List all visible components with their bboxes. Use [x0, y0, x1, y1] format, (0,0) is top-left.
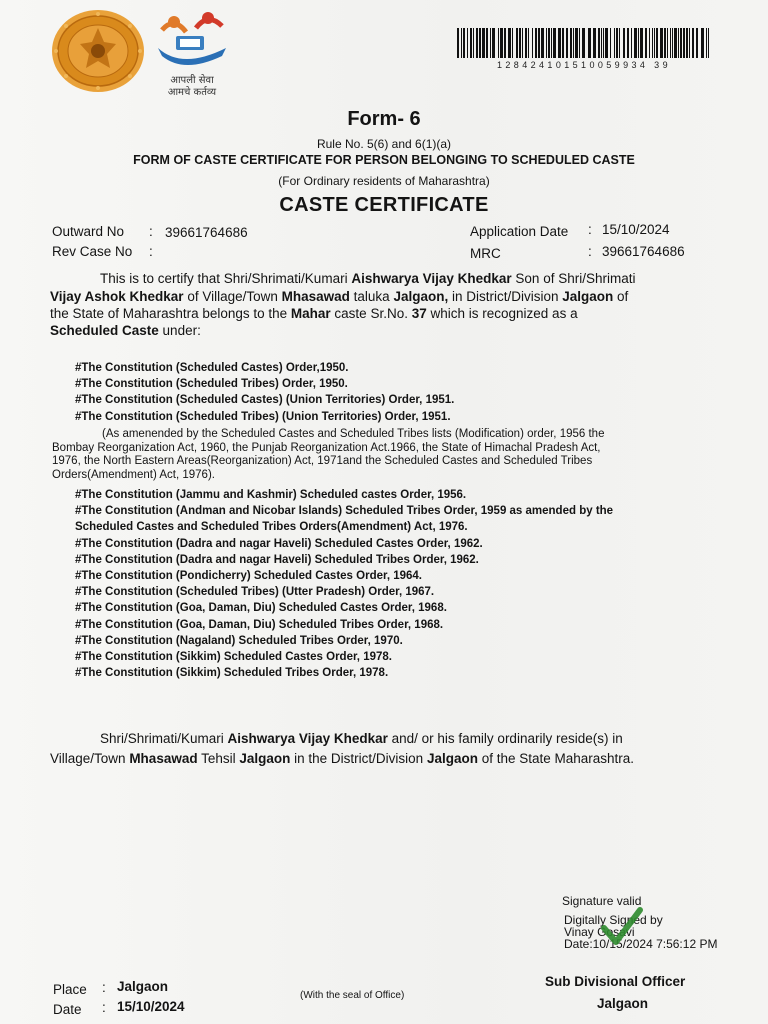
para1-line2 [50, 288, 628, 306]
resident-name: Aishwarya Vijay Khedkar [227, 731, 388, 746]
place-value: Jalgaon [117, 979, 169, 994]
signature-line: Date:10/15/2024 7:56:12 PM [564, 937, 718, 951]
note-line: Bombay Reorganization Act, 1960, the Punjab Reorganization Act.1966, the State of Himachal Pradesh Act, [52, 441, 601, 454]
para1-line4 [50, 322, 201, 340]
mrc-label: MRC [470, 246, 501, 261]
order-item: #The Constitution (Andman and Nicobar Islands) Scheduled Tribes Order, 1959 as amended by the [75, 505, 614, 518]
para1-text: under: [158, 323, 201, 338]
order-item: #The Constitution (Scheduled Castes) (Union Territories) Order, 1951. [75, 394, 455, 407]
application-date-label: Application Date [470, 224, 569, 239]
seal-note: (With the seal of Office) [300, 990, 405, 1001]
caste-name: Mahar [290, 306, 331, 321]
para1-text: caste Sr.No. [330, 306, 412, 321]
signature-check-icon [600, 904, 644, 948]
application-date-sep: : [588, 222, 592, 237]
order-item: #The Constitution (Scheduled Tribes) (Union Territories) Order, 1951. [75, 410, 451, 423]
para1-text: taluka [349, 289, 394, 304]
para2-text: Tehsil [197, 751, 240, 766]
aaple-sarkar-logo [152, 8, 232, 98]
para2-text: in the District/Division [290, 751, 427, 766]
resident-district: Jalgaon [426, 751, 478, 766]
order-item: #The Constitution (Scheduled Tribes) Order, 1950. [75, 378, 348, 391]
application-date-value: 15/10/2024 [602, 222, 670, 237]
para2-text: of the State Maharashtra. [477, 751, 635, 766]
logo-caption-line2: आमचे कर्तव्य [167, 87, 217, 98]
form-subtitle: FORM OF CASTE CERTIFICATE FOR PERSON BELONGING TO SCHEDULED CASTE [133, 153, 635, 167]
para1-text: of [613, 289, 629, 304]
order-item: #The Constitution (Sikkim) Scheduled Tribes Order, 1978. [75, 667, 389, 680]
orders-list-a [75, 360, 715, 425]
para2-text: Shri/Shrimati/Kumari [100, 731, 228, 746]
officer-title: Sub Divisional Officer [545, 974, 686, 989]
mrc-value: 39661764686 [602, 244, 685, 259]
signature-line: Digitally Signed by [564, 913, 663, 927]
note-line: (As amenended by the Scheduled Castes and Scheduled Tribes lists (Modification) order, 1956 the [102, 428, 605, 440]
order-item: #The Constitution (Scheduled Tribes) (Utter Pradesh) Order, 1967. [75, 586, 435, 599]
order-item: Scheduled Castes and Scheduled Tribes Orders(Amendment) Act, 1976. [75, 521, 468, 534]
rev-case-sep: : [149, 244, 153, 259]
para1-text: in District/Division [448, 289, 563, 304]
order-item: #The Constitution (Goa, Daman, Diu) Scheduled Tribes Order, 1968. [75, 618, 444, 631]
hands-logo-icon [152, 8, 232, 70]
applicant-name: Aishwarya Vijay Khedkar [351, 271, 512, 286]
order-item: #The Constitution (Nagaland) Scheduled Tribes Order, 1970. [75, 634, 403, 647]
rule-number: Rule No. 5(6) and 6(1)(a) [316, 137, 452, 151]
order-item: #The Constitution (Sikkim) Scheduled Castes Order, 1978. [75, 651, 392, 664]
orders-list-b [75, 487, 715, 681]
form-title: Form- 6 [347, 108, 421, 130]
date-sep: : [102, 1000, 106, 1015]
rev-case-label: Rev Case No [52, 244, 133, 259]
taluka-name: Jalgaon, [393, 289, 449, 304]
order-item: #The Constitution (Jammu and Kashmir) Scheduled castes Order, 1956. [75, 489, 467, 501]
para1-line3 [50, 305, 578, 323]
maharashtra-seal-icon [50, 8, 146, 94]
district-name: Jalgaon [562, 289, 614, 304]
father-name: Vijay Ashok Khedkar [50, 289, 184, 304]
para1-text: This is to certify that Shri/Shrimati/Kumari [100, 271, 352, 286]
serial-number: 37 [411, 306, 427, 321]
note-line: Orders(Amendment) Act, 1976). [52, 468, 215, 481]
order-item: #The Constitution (Scheduled Castes) Order,1950. [75, 362, 349, 374]
para1-text: Son of Shri/Shrimati [511, 271, 636, 286]
order-item: #The Constitution (Dadra and nagar Haveli) Scheduled Tribes Order, 1962. [75, 553, 479, 566]
place-label: Place [53, 982, 87, 997]
barcode-icon [455, 28, 713, 62]
resident-tehsil: Jalgaon [239, 751, 291, 766]
place-sep: : [102, 980, 106, 995]
note-line: 1976, the North Eastern Areas(Reorganization) Act, 1971and the Scheduled Castes and Scheduled Tribes [52, 455, 593, 467]
village-name: Mhasawad [281, 289, 350, 304]
resident-village: Mhasawad [129, 751, 198, 766]
barcode-number: 128424101510059934 39 [496, 60, 671, 70]
para1-text: of Village/Town [183, 289, 282, 304]
ordinary-residents-note: (For Ordinary residents of Maharashtra) [278, 174, 490, 188]
para2-line1 [100, 730, 623, 748]
mrc-sep: : [588, 244, 592, 259]
order-item: #The Constitution (Goa, Daman, Diu) Scheduled Castes Order, 1968. [75, 602, 447, 615]
para1-text: which is recognized as a [426, 306, 578, 321]
order-item: #The Constitution (Dadra and nagar Haveli) Scheduled Castes Order, 1962. [75, 537, 483, 550]
amendment-note [52, 428, 712, 482]
outward-value: 39661764686 [165, 225, 248, 240]
outward-label: Outward No [52, 224, 125, 239]
date-value: 15/10/2024 [117, 999, 185, 1014]
para2-text: and/ or his family ordinarily reside(s) in [387, 731, 623, 746]
scheduled-caste-label: Scheduled Caste [50, 323, 159, 338]
para1-line1 [100, 270, 635, 288]
order-item: #The Constitution (Pondicherry) Scheduled Castes Order, 1964. [75, 570, 422, 583]
date-label: Date [53, 1002, 82, 1017]
signature-line: Vinay Gosavi [564, 925, 635, 939]
para2-text: Village/Town [50, 751, 130, 766]
outward-sep: : [149, 224, 153, 239]
signature-valid: Signature valid [562, 894, 642, 908]
para2-line2 [50, 750, 634, 768]
para1-text: the State of Maharashtra belongs to the [50, 306, 291, 321]
certificate-title: CASTE CERTIFICATE [279, 194, 489, 216]
officer-place: Jalgaon [597, 996, 649, 1011]
logo-caption-line1: आपली सेवा [170, 75, 214, 86]
